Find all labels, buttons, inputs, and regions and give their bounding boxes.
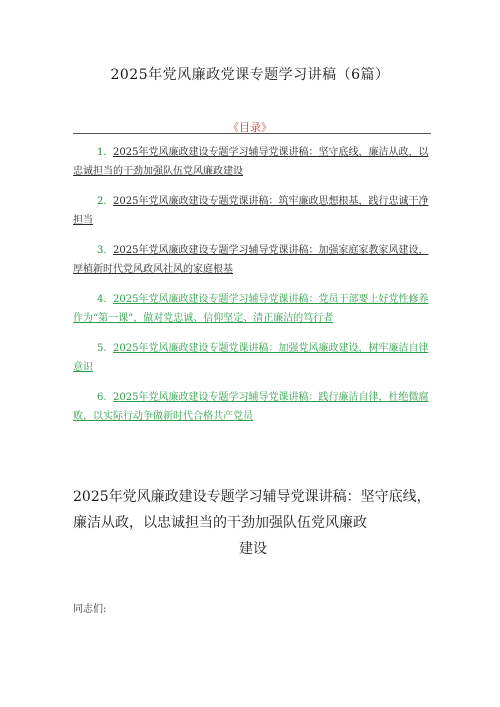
section-heading-tail: 建设: [239, 541, 267, 557]
document-title: 2025年党风廉政党课专题学习讲稿（6篇）: [110, 67, 390, 83]
toc-item-number: 1.: [97, 147, 107, 158]
toc-item-link[interactable]: 2025年党风廉政建设专题学习辅导党课讲稿：践行廉洁自律，杜绝微腐败，以实际行动争做新时代合格共产党员: [73, 392, 429, 422]
toc-item-number: 6.: [97, 392, 107, 403]
greeting-text: 同志们:: [73, 604, 107, 615]
toc-item-4[interactable]: [73, 290, 433, 328]
toc-item-1[interactable]: [73, 143, 433, 181]
toc-item-6[interactable]: [73, 388, 433, 426]
toc-divider: [73, 133, 431, 134]
section-heading: [73, 484, 433, 562]
toc-item-5[interactable]: [73, 339, 433, 377]
toc-item-2[interactable]: [73, 192, 433, 230]
section-heading-main: 2025年党风廉政建设专题学习辅导党课讲稿：坚守底线，廉洁从政，以忠诚担当的干劲加强队伍党风廉政: [73, 489, 431, 531]
toc-item-number: 3.: [97, 245, 107, 256]
toc-item-link[interactable]: 2025年党风廉政建设专题党课讲稿：筑牢廉政思想根基，践行忠诚干净担当: [73, 196, 429, 226]
table-of-contents: [73, 143, 433, 437]
toc-item-link[interactable]: 2025年党风廉政建设专题学习辅导党课讲稿：加强家庭家教家风建设，厚植新时代党风政风社风的家庭根基: [73, 245, 429, 275]
toc-item-link[interactable]: 2025年党风廉政建设专题学习辅导党课讲稿：党员干部要上好党性修养作为“第一课”，做对党忠诚、信仰坚定、清正廉洁的笃行者: [73, 294, 429, 324]
toc-item-link[interactable]: 2025年党风廉政建设专题党课讲稿：加强党风廉政建设，树牢廉洁自律意识: [73, 343, 429, 373]
toc-item-link[interactable]: 2025年党风廉政建设专题学习辅导党课讲稿：坚守底线，廉洁从政，以忠诚担当的干劲加强队伍党风廉政建设: [73, 147, 429, 177]
toc-heading: 《目录》: [228, 121, 272, 134]
toc-item-3[interactable]: [73, 241, 433, 279]
toc-item-number: 4.: [97, 294, 107, 305]
toc-item-number: 5.: [97, 343, 107, 354]
toc-item-number: 2.: [97, 196, 107, 207]
